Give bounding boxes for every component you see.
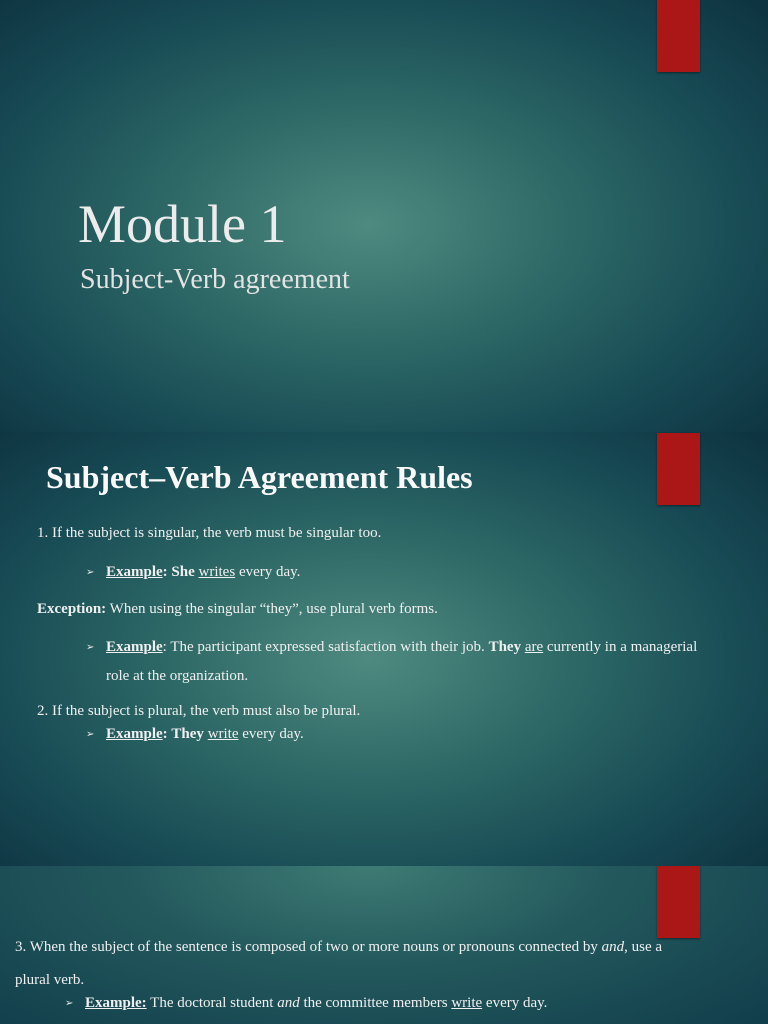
example-label: Example <box>106 726 163 742</box>
slide-subtitle: Subject-Verb agreement <box>80 264 350 295</box>
rule-1: 1. If the subject is singular, the verb must be singular too. <box>37 525 382 541</box>
rule-3-continuation: plural verb. <box>15 972 85 988</box>
arrow-bullet-icon: ➢ <box>86 729 95 740</box>
rules-slide-continued <box>0 866 768 1024</box>
example-verb: are <box>524 639 544 655</box>
slide-heading: Subject–Verb Agreement Rules <box>46 459 473 495</box>
exception-label: Exception: <box>37 601 107 617</box>
example-subject: They <box>488 639 522 655</box>
slide-title: Module 1 <box>78 194 287 254</box>
example-verb: write <box>207 726 239 742</box>
arrow-bullet-icon: ➢ <box>86 567 95 578</box>
exception-note: Exception: When using the singular “they”, use plural verb forms. <box>37 601 438 617</box>
example-verb: writes <box>198 564 236 580</box>
example-verb: write <box>451 995 483 1011</box>
example-2-continuation: role at the organization. <box>106 668 249 684</box>
rule-3: 3. When the subject of the sentence is composed of two or more nouns or pronouns connected by and, use a <box>15 939 663 955</box>
example-subject: She <box>171 564 195 580</box>
example-2: ➢ Example: The participant expressed satisfaction with their job. They are currently in a managerial <box>86 639 698 655</box>
arrow-bullet-icon: ➢ <box>65 998 74 1009</box>
title-slide <box>0 0 768 432</box>
emphasis-and: and <box>277 995 300 1011</box>
example-3: ➢ Example: They write every day. <box>86 726 304 742</box>
rule-2: 2. If the subject is plural, the verb must also be plural. <box>37 703 361 719</box>
example-label: Example: <box>85 995 147 1011</box>
example-4: ➢ Example: The doctoral student and the committee members write every day. <box>65 995 548 1011</box>
example-label: Example <box>106 564 163 580</box>
emphasis-and: and <box>601 939 625 955</box>
example-subject: They <box>171 726 204 742</box>
slide-accent-bar <box>657 866 700 938</box>
example-1: ➢ Example: She writes every day. <box>86 564 301 580</box>
example-label: Example <box>106 639 163 655</box>
slide-accent-bar <box>657 433 700 505</box>
arrow-bullet-icon: ➢ <box>86 642 95 653</box>
rules-slide <box>0 432 768 866</box>
slide-accent-bar <box>657 0 700 72</box>
